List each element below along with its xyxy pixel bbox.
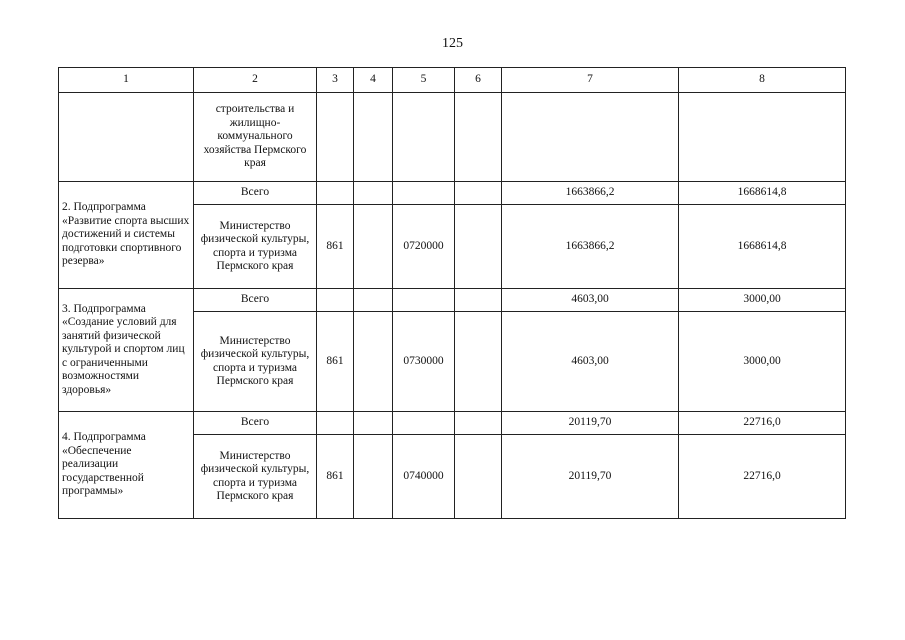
total-col7: 20119,70	[502, 412, 679, 435]
subprogram-total-row	[59, 182, 846, 205]
empty-cell	[317, 289, 354, 312]
total-col8: 1668614,8	[679, 182, 846, 205]
col5-value: 0740000	[393, 435, 455, 519]
header-cell-5: 5	[393, 68, 455, 93]
subprogram-title: 4. Подпрограмма «Обеспечение реализации государственной программы»	[59, 412, 194, 519]
header-cell-3: 3	[317, 68, 354, 93]
col8-value: 1668614,8	[679, 205, 846, 289]
subprogram-total-row	[59, 289, 846, 312]
empty-cell	[455, 289, 502, 312]
empty-cell	[354, 93, 393, 182]
col6-value	[455, 435, 502, 519]
col5-value: 0730000	[393, 312, 455, 412]
col7-value: 1663866,2	[502, 205, 679, 289]
header-cell-6: 6	[455, 68, 502, 93]
empty-cell	[317, 412, 354, 435]
col5-value: 0720000	[393, 205, 455, 289]
header-row	[59, 68, 846, 93]
ministry-name: Министерство физической культуры, спорта и туризма Пермского края	[194, 435, 317, 519]
empty-cell	[502, 93, 679, 182]
empty-cell	[354, 289, 393, 312]
col7-value: 20119,70	[502, 435, 679, 519]
col7-value: 4603,00	[502, 312, 679, 412]
col8-value: 3000,00	[679, 312, 846, 412]
ministry-name: Министерство физической культуры, спорта и туризма Пермского края	[194, 205, 317, 289]
empty-cell	[317, 182, 354, 205]
total-label: Всего	[194, 289, 317, 312]
subprogram-title: 3. Подпрограмма «Создание условий для занятий физической культурой и спортом лиц с ограниченными возможностями здоровья»	[59, 289, 194, 412]
empty-cell	[393, 182, 455, 205]
col8-value: 22716,0	[679, 435, 846, 519]
header-cell-7: 7	[502, 68, 679, 93]
subprogram-total-row	[59, 412, 846, 435]
empty-cell	[455, 93, 502, 182]
total-col8: 22716,0	[679, 412, 846, 435]
page-number: 125	[442, 36, 463, 51]
total-col8: 3000,00	[679, 289, 846, 312]
budget-table	[58, 67, 846, 519]
col6-value	[455, 312, 502, 412]
col3-value: 861	[317, 205, 354, 289]
ministry-name: Министерство физической культуры, спорта и туризма Пермского края	[194, 312, 317, 412]
empty-cell	[393, 412, 455, 435]
header-cell-8: 8	[679, 68, 846, 93]
continuation-description: строительства и жилищно-коммунального хозяйства Пермского края	[194, 93, 317, 182]
header-cell-4: 4	[354, 68, 393, 93]
empty-cell	[455, 412, 502, 435]
empty-cell	[393, 93, 455, 182]
header-cell-2: 2	[194, 68, 317, 93]
subprogram-title: 2. Подпрограмма «Развитие спорта высших достижений и системы подготовки спортивного резерва»	[59, 182, 194, 289]
col4-value	[354, 205, 393, 289]
col3-value: 861	[317, 435, 354, 519]
col3-value: 861	[317, 312, 354, 412]
header-cell-1: 1	[59, 68, 194, 93]
col6-value	[455, 205, 502, 289]
empty-cell	[59, 93, 194, 182]
col4-value	[354, 435, 393, 519]
empty-cell	[393, 289, 455, 312]
col4-value	[354, 312, 393, 412]
empty-cell	[679, 93, 846, 182]
empty-cell	[317, 93, 354, 182]
total-col7: 1663866,2	[502, 182, 679, 205]
empty-cell	[354, 182, 393, 205]
empty-cell	[455, 182, 502, 205]
total-label: Всего	[194, 412, 317, 435]
empty-cell	[354, 412, 393, 435]
total-label: Всего	[194, 182, 317, 205]
continuation-row	[59, 93, 846, 182]
total-col7: 4603,00	[502, 289, 679, 312]
